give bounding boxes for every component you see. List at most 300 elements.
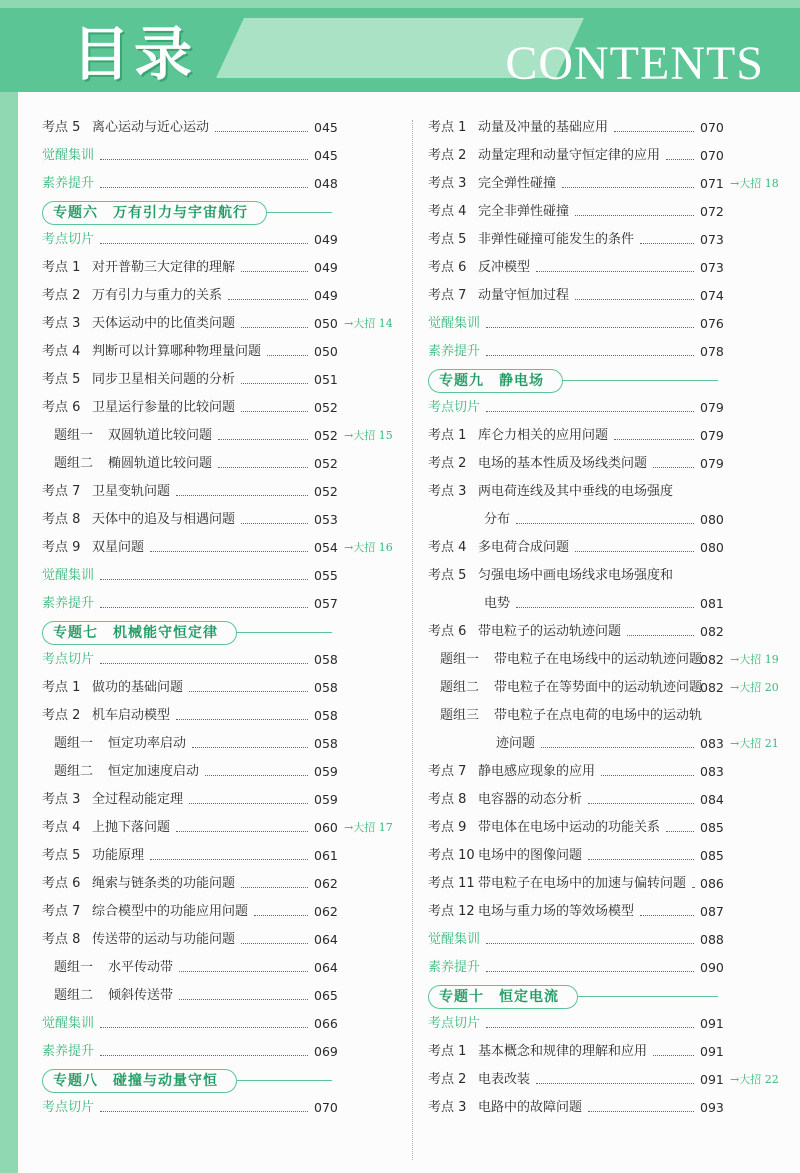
- dot-leader: [516, 590, 694, 618]
- entry-title: 动量及冲量的基础应用: [478, 120, 609, 135]
- entry-title: 卫星变轨问题: [92, 484, 171, 499]
- page-number: 050: [314, 344, 338, 359]
- toc-entry[interactable]: [42, 1038, 392, 1066]
- entry-tag: 题组一: [54, 428, 94, 443]
- toc-entry[interactable]: [42, 814, 392, 842]
- entry-title: 判断可以计算哪种物理量问题: [92, 344, 262, 359]
- toc-entry[interactable]: [428, 394, 778, 422]
- dot-leader: [241, 870, 308, 898]
- toc-entry[interactable]: [42, 114, 392, 142]
- entry-title: 全过程动能定理: [92, 792, 184, 807]
- entry-title: 倾斜传送带: [108, 988, 174, 1003]
- entry-label: [54, 422, 212, 450]
- dot-leader: [241, 366, 308, 394]
- entry-title: 电路中的故障问题: [478, 1100, 583, 1115]
- dot-leader: [205, 758, 308, 786]
- entry-label: [42, 338, 261, 366]
- dot-leader: [150, 534, 308, 562]
- toc-entry[interactable]: [428, 282, 778, 310]
- entry-title: 上抛下落问题: [92, 820, 171, 835]
- page-number: 076: [700, 316, 724, 331]
- entry-label: [428, 814, 660, 842]
- dot-leader: [254, 898, 308, 926]
- dot-leader: [588, 1094, 694, 1122]
- page-number: 091: [700, 1044, 724, 1059]
- toc-entry[interactable]: [42, 534, 392, 562]
- page-number: 081: [700, 596, 724, 611]
- entry-label: [54, 758, 199, 786]
- entry-label: [440, 646, 702, 674]
- toc-entry[interactable]: [428, 758, 778, 786]
- entry-label: [42, 1094, 94, 1122]
- dot-leader: [575, 198, 694, 226]
- entry-title: 双星问题: [92, 540, 145, 555]
- entry-title: 匀强电场中画电场线求电场强度和: [478, 568, 674, 583]
- entry-tag: 题组一: [440, 652, 480, 667]
- entry-title: 多电荷合成问题: [478, 540, 570, 555]
- section-title: 专题六 万有引力与宇宙航行: [42, 201, 267, 225]
- entry-title: 完全非弹性碰撞: [478, 204, 570, 219]
- entry-title: 带电粒子在等势面中的运动轨迹问题: [494, 680, 703, 695]
- entry-tag: 考点 6: [42, 400, 81, 415]
- toc-entry[interactable]: [428, 534, 778, 562]
- page-number: 048: [314, 176, 338, 191]
- entry-label: [428, 898, 634, 926]
- entry-title: 觉醒集训: [42, 568, 95, 583]
- toc-entry[interactable]: [42, 674, 392, 702]
- entry-title: 机车启动模型: [92, 708, 171, 723]
- header-banner: [0, 0, 800, 92]
- page-number: 049: [314, 232, 338, 247]
- entry-title: 反冲模型: [478, 260, 531, 275]
- entry-title: 素养提升: [428, 344, 481, 359]
- page-number: 064: [314, 932, 338, 947]
- dot-leader: [100, 590, 308, 618]
- page-number: 062: [314, 876, 338, 891]
- entry-label: [42, 142, 94, 170]
- entry-label: [54, 982, 173, 1010]
- dot-leader: [486, 1010, 694, 1038]
- section-heading: [428, 366, 778, 394]
- dot-leader: [486, 394, 694, 422]
- toc-entry[interactable]: [42, 730, 392, 758]
- entry-title: 考点切片: [42, 232, 95, 247]
- page-number: 060: [314, 820, 338, 835]
- entry-label: [428, 310, 480, 338]
- entry-title: 综合模型中的功能应用问题: [92, 904, 249, 919]
- cross-reference: →大招 15: [344, 429, 393, 442]
- entry-tag: 题组一: [54, 736, 94, 751]
- toc-entry[interactable]: [42, 926, 392, 954]
- dot-leader: [241, 394, 308, 422]
- cross-reference: →大招 21: [730, 737, 779, 750]
- entry-label: [42, 478, 170, 506]
- toc-entry[interactable]: [428, 814, 778, 842]
- toc-entry[interactable]: [428, 198, 778, 226]
- toc-entry[interactable]: [428, 338, 778, 366]
- toc-right-column: [428, 114, 778, 1122]
- entry-label: [42, 254, 235, 282]
- dot-leader: [486, 926, 694, 954]
- page-number: 079: [700, 428, 724, 443]
- toc-entry[interactable]: [428, 562, 778, 590]
- entry-label: [42, 1010, 94, 1038]
- entry-tag: 考点 3: [428, 176, 467, 191]
- toc-entry[interactable]: [42, 310, 392, 338]
- entry-title: 传送带的运动与功能问题: [92, 932, 236, 947]
- entry-tag: 考点 4: [428, 540, 467, 555]
- entry-label: [440, 702, 702, 730]
- toc-entry[interactable]: [428, 870, 778, 898]
- page-number: 084: [700, 792, 724, 807]
- page-number: 091: [700, 1016, 724, 1031]
- toc-entry[interactable]: [42, 338, 392, 366]
- toc-entry[interactable]: [42, 870, 392, 898]
- page-number: 054: [314, 540, 338, 555]
- toc-entry[interactable]: [42, 366, 392, 394]
- section-title: 专题七 机械能守恒定律: [42, 621, 237, 645]
- dot-leader: [150, 842, 308, 870]
- entry-label: [428, 1094, 582, 1122]
- entry-title: 带电粒子在电场中的加速与偏转问题: [478, 876, 687, 891]
- entry-title: 觉醒集训: [428, 932, 481, 947]
- page-number: 079: [700, 400, 724, 415]
- dot-leader: [100, 142, 308, 170]
- dot-leader: [100, 170, 308, 198]
- dot-leader: [100, 562, 308, 590]
- toc-entry[interactable]: [42, 478, 392, 506]
- toc-entry[interactable]: [42, 898, 392, 926]
- toc-entry[interactable]: [42, 590, 392, 618]
- entry-label: [428, 450, 647, 478]
- entry-label: [428, 842, 582, 870]
- dot-leader: [562, 170, 694, 198]
- entry-label: [428, 254, 530, 282]
- toc-entry[interactable]: [428, 702, 778, 730]
- entry-label: [42, 1038, 94, 1066]
- page-number: 058: [314, 680, 338, 695]
- dot-leader: [601, 758, 694, 786]
- entry-title: 动量定理和动量守恒定律的应用: [478, 148, 661, 163]
- entry-tag: 考点 2: [428, 1072, 467, 1087]
- entry-title: 水平传动带: [108, 960, 174, 975]
- entry-label: [428, 338, 480, 366]
- entry-title: 带电体在电场中运动的功能关系: [478, 820, 661, 835]
- entry-label: [428, 786, 582, 814]
- entry-label: [440, 674, 702, 702]
- dot-leader: [516, 506, 694, 534]
- page-number: 093: [700, 1100, 724, 1115]
- page-number: 079: [700, 456, 724, 471]
- entry-tag: 考点 2: [42, 288, 81, 303]
- entry-tag: 考点 1: [428, 428, 467, 443]
- toc-entry[interactable]: [428, 114, 778, 142]
- page-number: 050: [314, 316, 338, 331]
- toc-entry[interactable]: [42, 702, 392, 730]
- dot-leader: [588, 786, 694, 814]
- entry-tag: 考点 9: [42, 540, 81, 555]
- entry-title: 素养提升: [42, 596, 95, 611]
- dot-leader: [189, 674, 308, 702]
- column-divider: [412, 120, 413, 1160]
- toc-entry[interactable]: [428, 618, 778, 646]
- page-number: 085: [700, 848, 724, 863]
- dot-leader: [218, 450, 308, 478]
- section-heading: [42, 1066, 392, 1094]
- toc-left-column: [42, 114, 392, 1122]
- toc-entry[interactable]: [428, 926, 778, 954]
- toc-entry[interactable]: [428, 142, 778, 170]
- toc-entry[interactable]: [42, 254, 392, 282]
- page-number: 086: [700, 876, 724, 891]
- entry-label: [42, 590, 94, 618]
- entry-label: [42, 170, 94, 198]
- toc-entry[interactable]: [428, 898, 778, 926]
- contents-heading: CONTENTS: [505, 37, 764, 90]
- toc-entry[interactable]: [428, 646, 778, 674]
- page-number: 057: [314, 596, 338, 611]
- dot-leader: [176, 814, 308, 842]
- entry-title: 库仑力相关的应用问题: [478, 428, 609, 443]
- page-number: 071: [700, 176, 724, 191]
- entry-tag: 题组一: [54, 960, 94, 975]
- entry-label: [42, 898, 248, 926]
- dot-leader: [575, 282, 694, 310]
- toc-entry[interactable]: [42, 1094, 392, 1122]
- dot-leader: [541, 730, 694, 758]
- page-number: 058: [314, 652, 338, 667]
- entry-label: [428, 562, 673, 590]
- entry-tag: 考点 8: [428, 792, 467, 807]
- page-number: 088: [700, 932, 724, 947]
- entry-tag: 考点 3: [428, 484, 467, 499]
- entry-tag: 考点 1: [428, 120, 467, 135]
- entry-title: 对开普勒三大定律的理解: [92, 260, 236, 275]
- toc-entry[interactable]: [42, 1010, 392, 1038]
- toc-entry[interactable]: [428, 254, 778, 282]
- dot-leader: [666, 814, 694, 842]
- entry-tag: 考点 9: [428, 820, 467, 835]
- toc-entry[interactable]: [428, 954, 778, 982]
- page-number: 070: [700, 148, 724, 163]
- entry-label: [428, 618, 621, 646]
- entry-tag: 考点 3: [428, 1100, 467, 1115]
- entry-title: 做功的基础问题: [92, 680, 184, 695]
- toc-entry[interactable]: [428, 786, 778, 814]
- entry-tag: 考点 10: [428, 848, 475, 863]
- toc-entry[interactable]: [42, 506, 392, 534]
- entry-label: [428, 1066, 530, 1094]
- dot-leader: [241, 310, 308, 338]
- dot-leader: [100, 226, 308, 254]
- toc-entry[interactable]: [428, 730, 778, 758]
- entry-label: [428, 198, 569, 226]
- page-number: 080: [700, 540, 724, 555]
- dot-leader: [218, 422, 308, 450]
- entry-label: [428, 422, 608, 450]
- cross-reference: →大招 14: [344, 317, 393, 330]
- entry-title: 椭圆轨道比较问题: [108, 456, 213, 471]
- dot-leader: [486, 954, 694, 982]
- entry-label: [42, 870, 235, 898]
- entry-label: [440, 730, 535, 758]
- toc-entry[interactable]: [428, 450, 778, 478]
- entry-tag: 题组二: [54, 764, 94, 779]
- toc-entry[interactable]: [42, 226, 392, 254]
- page-number: 053: [314, 512, 338, 527]
- entry-title: 电场与重力场的等效场模型: [478, 904, 635, 919]
- toc-entry[interactable]: [428, 674, 778, 702]
- dot-leader: [653, 1038, 694, 1066]
- entry-label: [54, 730, 186, 758]
- dot-leader: [215, 114, 308, 142]
- entry-title: 离心运动与近心运动: [92, 120, 210, 135]
- section-title: 专题十 恒定电流: [428, 985, 578, 1009]
- page-number: 085: [700, 820, 724, 835]
- dot-leader: [640, 226, 694, 254]
- entry-label: [428, 394, 480, 422]
- entry-tag: 考点 6: [428, 260, 467, 275]
- dot-leader: [486, 310, 694, 338]
- toc-entry[interactable]: [42, 562, 392, 590]
- entry-label: [54, 450, 212, 478]
- entry-tag: 考点 5: [42, 120, 81, 135]
- entry-title: 绳索与链条类的功能问题: [92, 876, 236, 891]
- entry-title: 觉醒集训: [42, 148, 95, 163]
- entry-tag: 考点 12: [428, 904, 475, 919]
- page-number: 074: [700, 288, 724, 303]
- entry-title: 动量守恒加过程: [478, 288, 570, 303]
- page-number: 045: [314, 148, 338, 163]
- entry-label: [428, 114, 608, 142]
- toc-entry[interactable]: [42, 646, 392, 674]
- section-heading: [42, 198, 392, 226]
- cross-reference: →大招 17: [344, 821, 393, 834]
- cross-reference: →大招 20: [730, 681, 779, 694]
- toc-entry[interactable]: [42, 394, 392, 422]
- page-number: 082: [700, 652, 724, 667]
- toc-entry[interactable]: [428, 170, 778, 198]
- toc-entry[interactable]: [42, 954, 392, 982]
- toc-entry[interactable]: [428, 422, 778, 450]
- cross-reference: →大招 18: [730, 177, 779, 190]
- entry-title: 两电荷连线及其中垂线的电场强度: [478, 484, 674, 499]
- toc-entry[interactable]: [428, 1010, 778, 1038]
- toc-entry[interactable]: [42, 842, 392, 870]
- entry-title: 电场中的图像问题: [478, 848, 583, 863]
- section-heading: [42, 618, 392, 646]
- entry-title: 素养提升: [42, 1044, 95, 1059]
- entry-label: [42, 926, 235, 954]
- toc-entry[interactable]: [428, 506, 778, 534]
- page-number: 045: [314, 120, 338, 135]
- entry-title: 电势: [484, 596, 511, 611]
- entry-label: [42, 534, 144, 562]
- page-number: 065: [314, 988, 338, 1003]
- entry-title: 天体运动中的比值类问题: [92, 316, 236, 331]
- toc-entry[interactable]: [42, 422, 392, 450]
- entry-label: [428, 142, 660, 170]
- toc-entry[interactable]: [428, 478, 778, 506]
- dot-leader: [588, 842, 694, 870]
- entry-title: 静电感应现象的应用: [478, 764, 596, 779]
- dot-leader: [100, 1010, 308, 1038]
- page-number: 064: [314, 960, 338, 975]
- toc-entry[interactable]: [42, 758, 392, 786]
- dot-leader: [653, 450, 694, 478]
- toc-entry[interactable]: [42, 170, 392, 198]
- page-number: 070: [314, 1100, 338, 1115]
- entry-title: 带电粒子在电场线中的运动轨迹问题: [494, 652, 703, 667]
- dot-leader: [241, 926, 308, 954]
- dot-leader: [692, 870, 694, 898]
- page-number: 091: [700, 1072, 724, 1087]
- dot-leader: [176, 478, 308, 506]
- entry-title: 天体中的追及与相遇问题: [92, 512, 236, 527]
- page-number: 072: [700, 204, 724, 219]
- entry-tag: 考点 8: [42, 512, 81, 527]
- dot-leader: [627, 618, 694, 646]
- entry-tag: 题组三: [440, 708, 480, 723]
- page-number: 090: [700, 960, 724, 975]
- entry-label: [42, 674, 183, 702]
- toc-entry[interactable]: [428, 310, 778, 338]
- dot-leader: [536, 254, 694, 282]
- page-number: 083: [700, 736, 724, 751]
- page-number: 073: [700, 260, 724, 275]
- toc-entry[interactable]: [42, 282, 392, 310]
- entry-label: [42, 646, 94, 674]
- toc-entry[interactable]: [42, 142, 392, 170]
- page-number: 049: [314, 260, 338, 275]
- entry-label: [428, 282, 569, 310]
- entry-label: [428, 1038, 647, 1066]
- entry-title: 基本概念和规律的理解和应用: [478, 1044, 648, 1059]
- page-number: 083: [700, 764, 724, 779]
- page-number: 069: [314, 1044, 338, 1059]
- dot-leader: [640, 898, 694, 926]
- toc-entry[interactable]: [428, 1038, 778, 1066]
- dot-leader: [189, 786, 308, 814]
- toc-entry[interactable]: [42, 982, 392, 1010]
- entry-label: [428, 870, 686, 898]
- page-number: 059: [314, 764, 338, 779]
- cross-reference: →大招 22: [730, 1073, 779, 1086]
- dot-leader: [179, 954, 308, 982]
- toc-entry[interactable]: [42, 786, 392, 814]
- entry-tag: 考点 7: [42, 904, 81, 919]
- entry-title: 恒定功率启动: [108, 736, 187, 751]
- entry-tag: 考点 3: [42, 792, 81, 807]
- entry-tag: 考点 5: [42, 848, 81, 863]
- toc-entry[interactable]: [428, 590, 778, 618]
- page-number: 055: [314, 568, 338, 583]
- toc-entry[interactable]: [42, 450, 392, 478]
- toc-entry[interactable]: [428, 1094, 778, 1122]
- dot-leader: [192, 730, 308, 758]
- entry-label: [428, 226, 634, 254]
- entry-title: 迹问题: [496, 736, 536, 751]
- page-number: 073: [700, 232, 724, 247]
- entry-tag: 考点 6: [42, 876, 81, 891]
- entry-label: [42, 366, 235, 394]
- toc-entry[interactable]: [428, 842, 778, 870]
- toc-entry[interactable]: [428, 1066, 778, 1094]
- entry-title: 考点切片: [428, 400, 481, 415]
- toc-entry[interactable]: [428, 226, 778, 254]
- section-heading: [428, 982, 778, 1010]
- dot-leader: [176, 702, 308, 730]
